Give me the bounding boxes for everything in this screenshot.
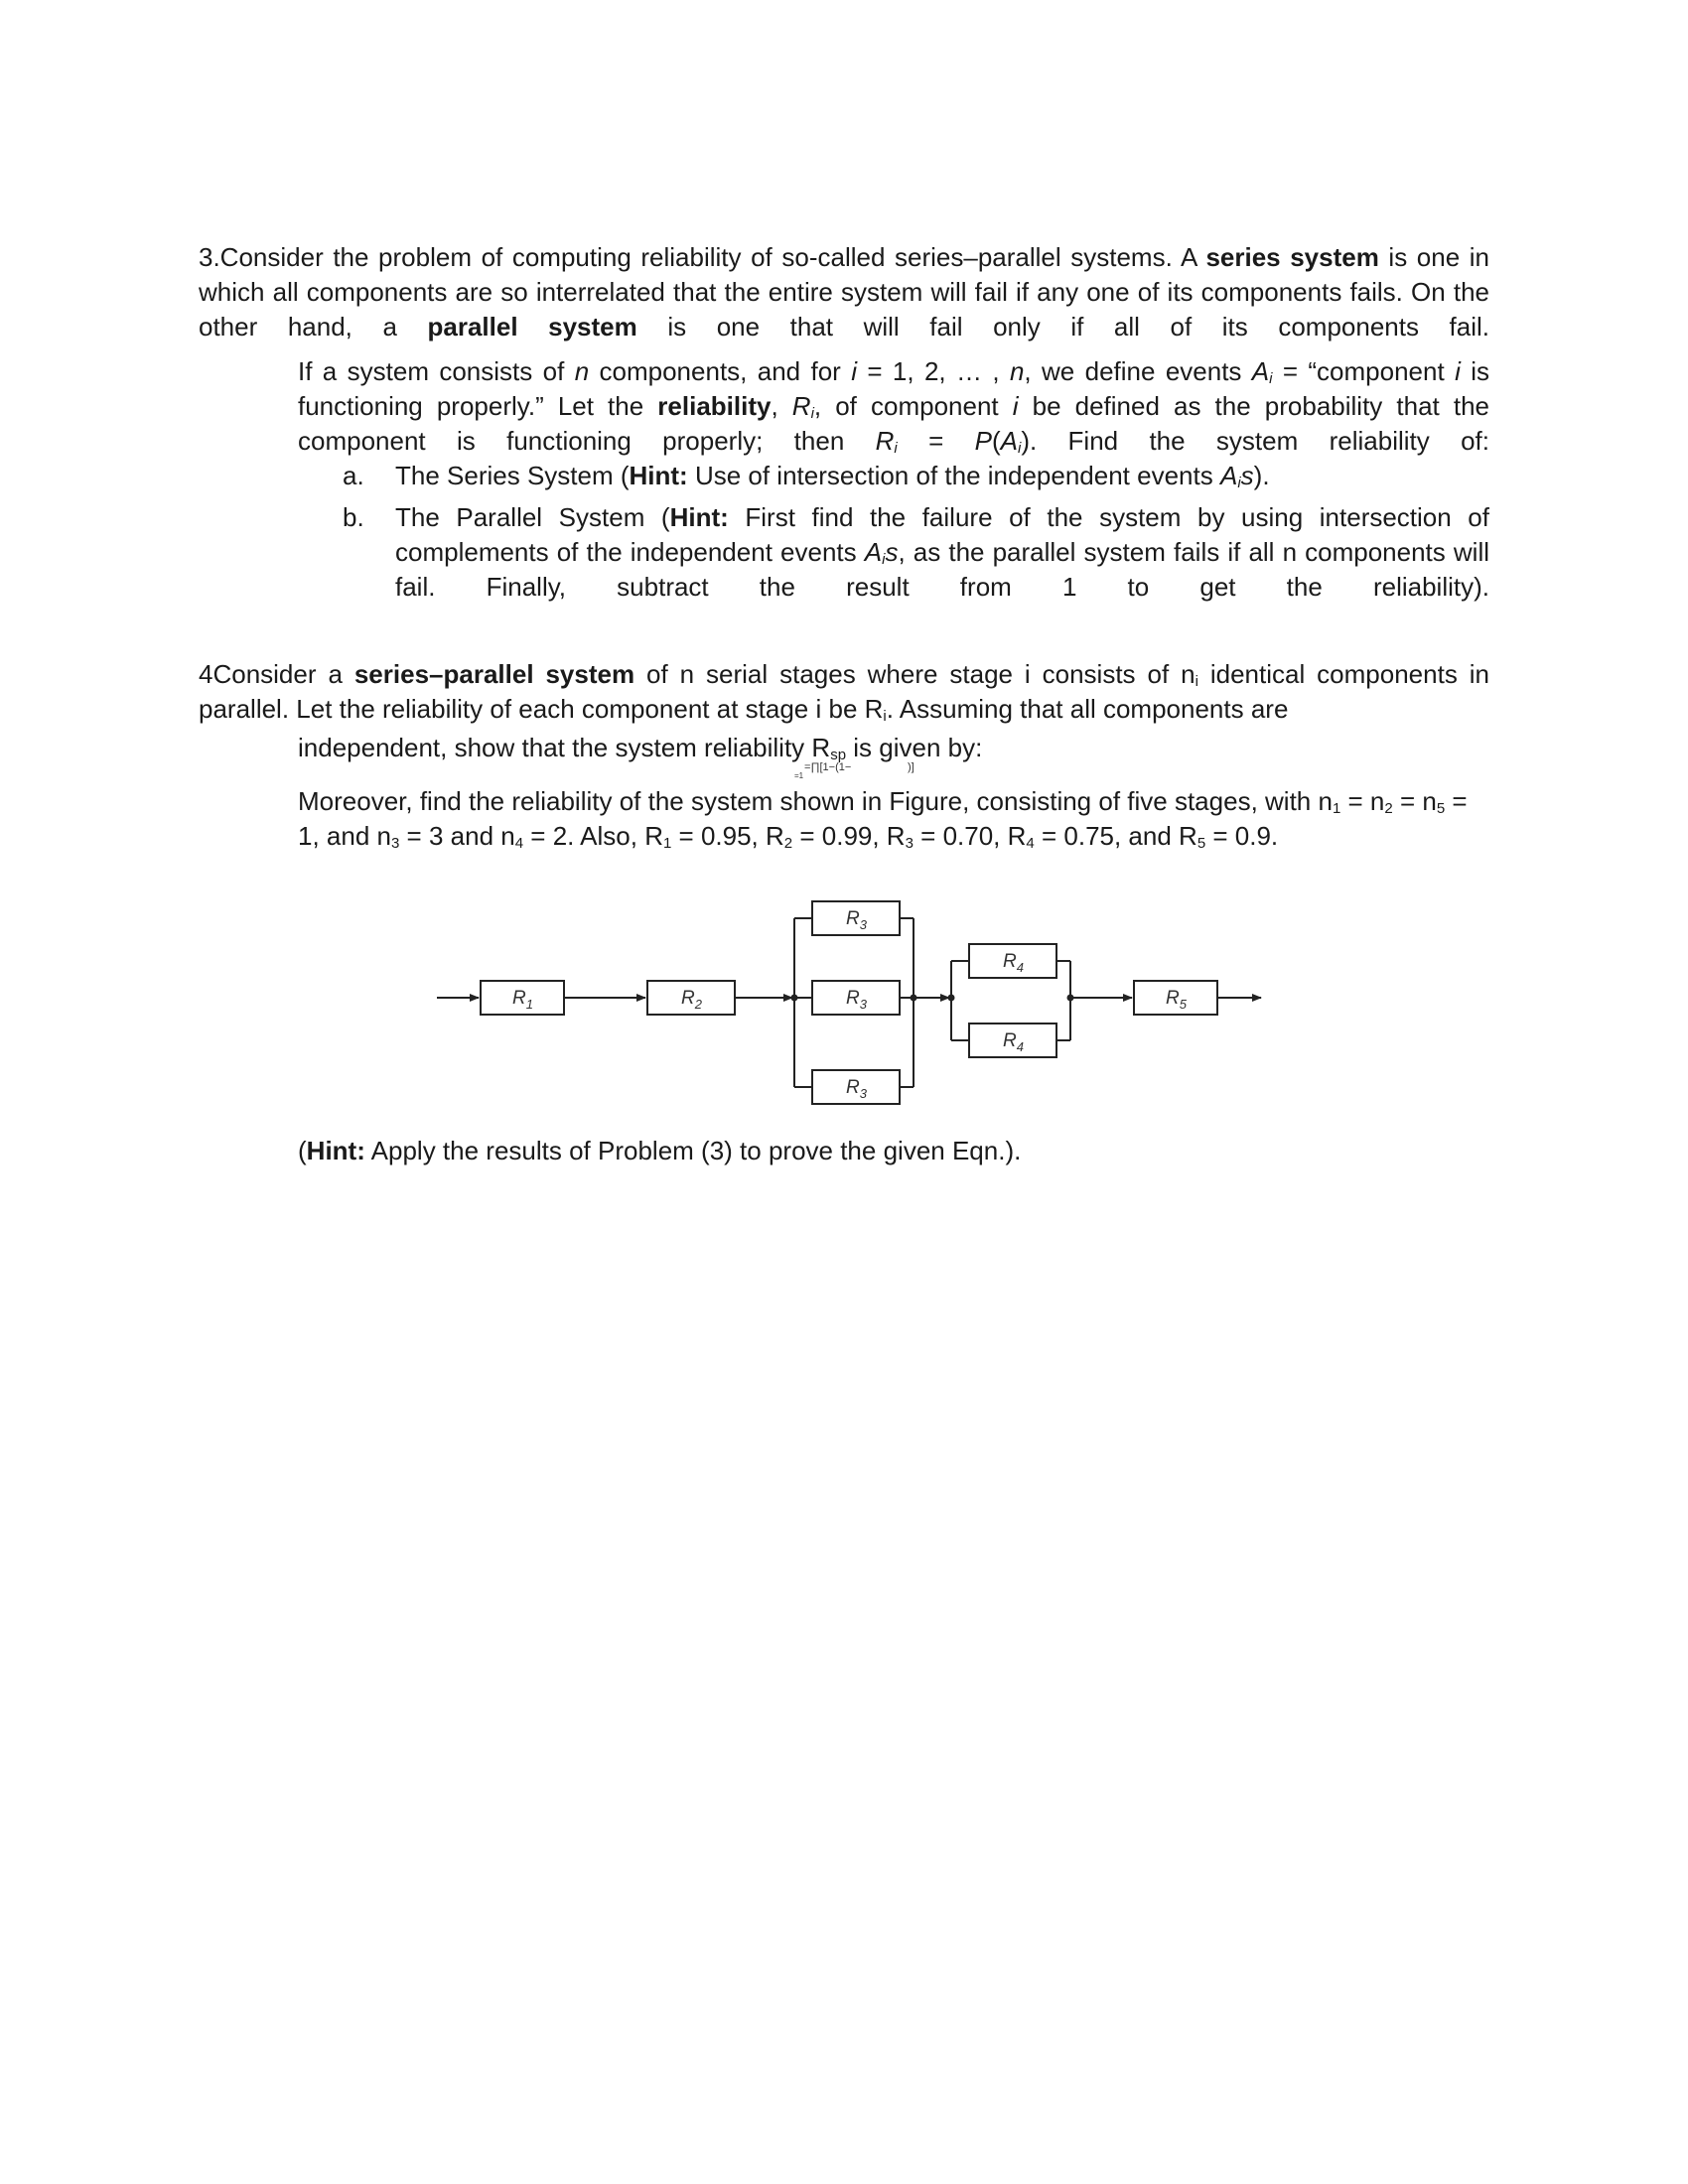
text: is one that will fail only if all of its components fail.	[636, 312, 1490, 341]
formula-fragment-lower: =1	[794, 771, 804, 780]
label-r5: $R_5$	[1166, 988, 1187, 1012]
sub: 2	[1384, 800, 1393, 817]
sub: i	[883, 708, 887, 725]
text: =	[897, 426, 975, 456]
text: = 1, 2, … ,	[856, 356, 1010, 386]
text: The Series System (	[395, 461, 630, 490]
text: = 0.75, and R	[1034, 821, 1197, 851]
term-reliability: reliability	[657, 391, 772, 421]
term-parallel-system: parallel system	[427, 312, 637, 341]
label-r1: $R_1$	[512, 988, 533, 1012]
text: = n	[1340, 786, 1385, 816]
text: independent, show that the system reliability R	[298, 733, 831, 762]
sub: 4	[1026, 835, 1035, 852]
text: = n	[1392, 786, 1437, 816]
hint-label: Hint:	[306, 1136, 365, 1165]
text: , of component	[813, 391, 1013, 421]
label-r4-top: $R_4$	[1003, 951, 1024, 975]
item-b-label: b.	[343, 502, 364, 532]
var: P	[974, 426, 992, 456]
text: is given by:	[846, 733, 983, 762]
label-r2: $R_2$	[681, 988, 702, 1012]
var: i	[851, 356, 857, 386]
label-r3-mid: $R_3$	[846, 988, 867, 1012]
text: Use of intersection of the independent events	[687, 461, 1220, 490]
sub: 3	[905, 835, 914, 852]
sub: i	[1195, 673, 1198, 690]
var-sub: i	[1269, 370, 1273, 387]
junction-dot	[791, 995, 798, 1002]
text: Moreover, find the reliability of the system shown in Figure, consisting of five stages, with n	[298, 786, 1333, 816]
text: be defined as the probability that the component is functioning properly; then	[298, 391, 1489, 456]
text: ). Find the system reliability of:	[1021, 426, 1489, 456]
text: = 0.99, R	[792, 821, 906, 851]
text: = 1, and n	[298, 786, 1468, 851]
text: = 0.9.	[1205, 821, 1279, 851]
label-r3-bottom: $R_3$	[846, 1077, 867, 1101]
var: s	[1240, 461, 1254, 490]
var-sub: i	[1017, 440, 1022, 457]
text: (	[298, 1136, 307, 1165]
var-sub: i	[894, 440, 898, 457]
text: = “component	[1272, 356, 1456, 386]
hint-label: Hint:	[669, 502, 729, 532]
text: First find the failure of the system by using intersection of complements of the independent events	[395, 502, 1489, 567]
sub: 1	[1332, 800, 1341, 817]
var: A	[1219, 461, 1238, 490]
text: = 0.70, R	[913, 821, 1027, 851]
sub: 3	[390, 835, 400, 852]
text: (	[991, 426, 1001, 456]
var-sub: i	[1237, 475, 1241, 491]
problem-4-hint	[298, 1134, 1489, 1168]
text: 3.Consider the problem of computing reliability of so-called series–parallel systems. A	[199, 242, 1206, 272]
var: A	[864, 537, 883, 567]
term-series-system: series system	[1205, 242, 1379, 272]
var: i	[1012, 391, 1019, 421]
var: n	[1009, 356, 1025, 386]
label-r3-top: $R_3$	[846, 908, 867, 932]
text: , we define events	[1024, 356, 1252, 386]
text: ,	[771, 391, 792, 421]
var-sub: i	[882, 551, 886, 568]
text: ).	[1253, 461, 1270, 490]
junction-dot	[911, 995, 917, 1002]
var: A	[1000, 426, 1018, 456]
text: = 2. Also, R	[523, 821, 663, 851]
var: i	[1455, 356, 1461, 386]
term-series-parallel-system: series–parallel system	[353, 659, 635, 689]
text: . Assuming that all components are	[886, 694, 1289, 724]
text: The Parallel System (	[395, 502, 670, 532]
text: is one in which all components are so interrelated that the entire system will fail if any one of its components fails. On the other hand, a	[199, 242, 1489, 341]
sub: 4	[514, 835, 524, 852]
formula-fragment-right: )]	[908, 761, 914, 773]
sub: 1	[662, 835, 672, 852]
text: = 0.95, R	[671, 821, 784, 851]
text: Apply the results of Problem (3) to prove the given Eqn.).	[364, 1136, 1022, 1165]
junction-dot	[1067, 995, 1074, 1002]
var: R	[875, 426, 895, 456]
text: If a system consists of	[298, 356, 575, 386]
text: = 3 and n	[399, 821, 515, 851]
text: , as the parallel system fails if all n components will fail. Finally, subtract the result from 1 to get the reliability).	[395, 537, 1489, 602]
var: A	[1251, 356, 1270, 386]
var: s	[885, 537, 899, 567]
text: 4Consider a	[199, 659, 354, 689]
text: components, and for	[589, 356, 852, 386]
formula-fragment-left: =∏[1−(1−	[804, 761, 852, 773]
sub: 2	[783, 835, 793, 852]
sub: 5	[1196, 835, 1206, 852]
text: is functioning properly.” Let the	[298, 356, 1490, 421]
text: identical components in parallel. Let the reliability of each component at stage i be R	[199, 659, 1489, 724]
sub: sp	[830, 747, 847, 763]
label-r4-bottom: $R_4$	[1003, 1030, 1024, 1054]
var: R	[791, 391, 811, 421]
sub: 5	[1436, 800, 1446, 817]
var-sub: i	[810, 405, 814, 422]
junction-dot	[948, 995, 955, 1002]
text: of n serial stages where stage i consists of n	[634, 659, 1196, 689]
item-a-label: a.	[343, 461, 364, 490]
hint-label: Hint:	[629, 461, 688, 490]
var: n	[574, 356, 590, 386]
